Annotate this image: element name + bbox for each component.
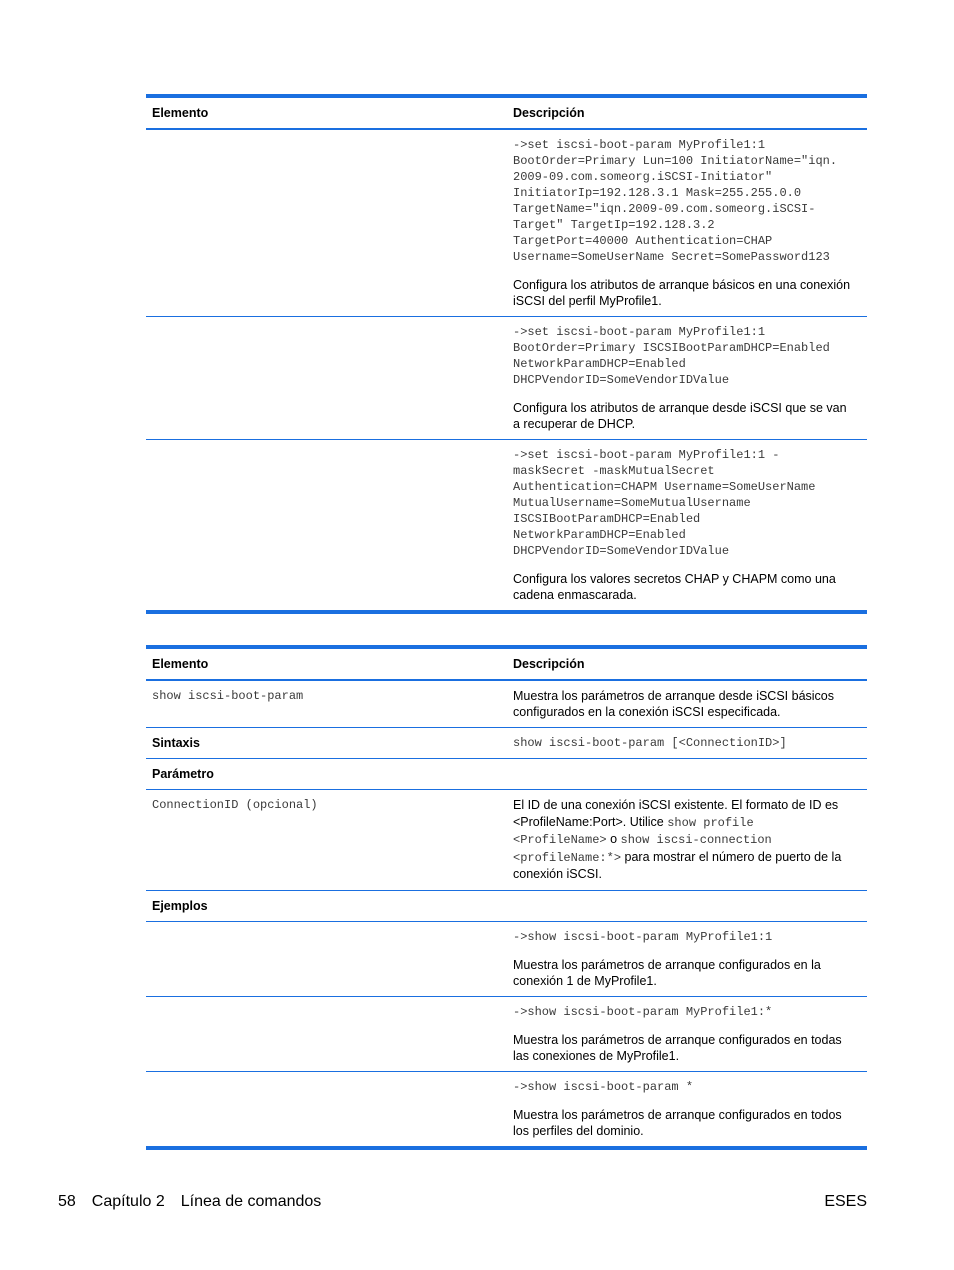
table-row xyxy=(146,1071,867,1146)
example-code: ->set iscsi-boot-param MyProfile1:1 BootOrder=Primary Lun=100 InitiatorName="iqn. 2009-09.com.someorg.iSCSI-Initiator" InitiatorIp=192.128.3.1 Mask=255.255.0.0 TargetName="iqn.2009-09.com.someorg.iSCSI- Target" TargetIp=192.128.3.2 TargetPort=40000 Authentication=CHAP Username=SomeUserName Secret=SomePassword123 xyxy=(513,138,838,264)
table-row xyxy=(146,316,867,439)
example-code: ->show iscsi-boot-param * xyxy=(513,1079,694,1094)
example-description: Muestra los parámetros de arranque configurados en la conexión 1 de MyProfile1. xyxy=(513,957,821,988)
header-descripcion: Descripción xyxy=(513,657,585,671)
example-code: ->show iscsi-boot-param MyProfile1:1 xyxy=(513,929,773,944)
parameter-name: ConnectionID (opcional) xyxy=(152,798,318,812)
table-header xyxy=(146,649,867,681)
table-row xyxy=(146,439,867,610)
example-description: Muestra los parámetros de arranque configurados en todas las conexiones de MyProfile1. xyxy=(513,1032,842,1063)
command-description: Muestra los parámetros de arranque desde iSCSI básicos configurados en la conexión iSCSI especificada. xyxy=(513,689,834,719)
show-iscsi-boot-param-table xyxy=(146,645,867,1150)
examples-label: Ejemplos xyxy=(152,898,208,913)
example-code: ->show iscsi-boot-param MyProfile1:* xyxy=(513,1004,773,1019)
example-code: ->set iscsi-boot-param MyProfile1:1 BootOrder=Primary ISCSIBootParamDHCP=Enabled NetworkParamDHCP=Enabled DHCPVendorID=SomeVendorIDValue xyxy=(513,325,830,387)
table-row xyxy=(146,727,867,758)
syntax-label: Sintaxis xyxy=(152,736,200,750)
parameter-description: El ID de una conexión iSCSI existente. El formato de ID es <ProfileName:Port>. Utilice show profile <ProfileName> o show iscsi-connection <profileName:*> para mostrar el número de puerto de la conexión iSCSI. xyxy=(513,798,842,881)
example-description: Configura los valores secretos CHAP y CHAPM como una cadena enmascarada. xyxy=(513,572,836,602)
table-row xyxy=(146,996,867,1071)
parameter-label: Parámetro xyxy=(152,767,214,781)
table-row xyxy=(146,789,867,890)
table-row xyxy=(146,130,867,316)
chapter-title: Línea de comandos xyxy=(180,1193,322,1210)
header-descripcion: Descripción xyxy=(513,106,585,120)
example-description: Configura los atributos de arranque básicos en una conexión iSCSI del perfil MyProfile1. xyxy=(513,278,851,308)
page-number: 58 xyxy=(58,1193,76,1210)
header-elemento: Elemento xyxy=(152,657,209,671)
table-header xyxy=(146,98,867,130)
command-name: show iscsi-boot-param xyxy=(152,689,304,703)
syntax-code: show iscsi-boot-param [<ConnectionID>] xyxy=(513,736,787,750)
table-row xyxy=(146,921,867,996)
header-elemento: Elemento xyxy=(152,106,209,120)
language-code: ESES xyxy=(824,1193,867,1210)
example-code: ->set iscsi-boot-param MyProfile1:1 - maskSecret -maskMutualSecret Authentication=CHAPM Username=SomeUserName MutualUsername=SomeMutualUsername ISCSIBootParamDHCP=Enabled NetworkParamDHCP=Enabled DHCPVendorID=SomeVendorIDValue xyxy=(513,448,816,558)
set-iscsi-boot-param-table xyxy=(146,94,867,614)
page-footer xyxy=(58,1191,867,1213)
example-description: Configura los atributos de arranque desde iSCSI que se van a recuperar de DHCP. xyxy=(513,401,847,431)
table-row xyxy=(146,681,867,727)
table-row xyxy=(146,890,867,921)
example-description: Muestra los parámetros de arranque configurados en todos los perfiles del dominio. xyxy=(513,1107,842,1138)
table-row xyxy=(146,758,867,789)
chapter-label: Capítulo 2 xyxy=(91,1193,165,1210)
